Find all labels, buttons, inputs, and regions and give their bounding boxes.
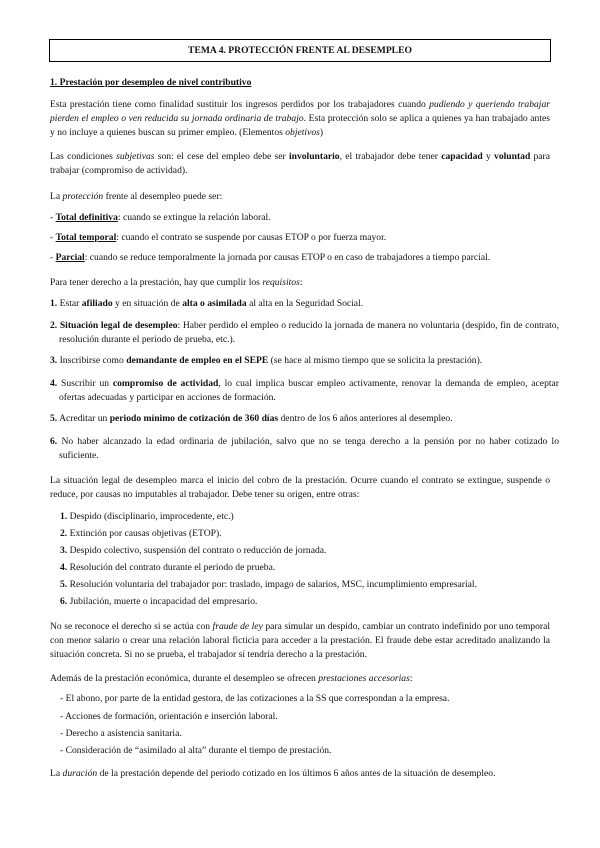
origin-item: 3. Despido colectivo, suspensión del contrato o reducción de jornada. xyxy=(60,545,327,556)
accessory-item: - Acciones de formación, orientación e inserción laboral. xyxy=(60,711,278,722)
accessory-item: - El abono, por parte de la entidad gestora, de las cotizaciones a la SS que correspondan a la empresa. xyxy=(60,693,450,704)
requirement-item: 4. Suscribir un compromiso de actividad, lo cual implica buscar empleo activamente, renovar la demanda de empleo, aceptar ofertas adecuadas y participar en acciones de formación. xyxy=(50,378,559,403)
paragraph-conditions: Las condiciones subjetivas son: el cese del empleo debe ser involuntario, el trabajador debe tener capacidad y voluntad para trabajar (compromiso de actividad). xyxy=(50,151,551,176)
page-title: TEMA 4. PROTECCIÓN FRENTE AL DESEMPLEO xyxy=(49,39,551,62)
accessory-item: - Derecho a asistencia sanitaria. xyxy=(60,728,182,739)
origin-item: 4. Resolución del contrato durante el periodo de prueba. xyxy=(60,562,276,573)
list-item: - Total definitiva: cuando se extingue la relación laboral. xyxy=(50,212,271,223)
paragraph-duration: La duración de la prestación depende del periodo cotizado en los últimos 6 años antes de la situación de desempleo. xyxy=(50,768,496,779)
origin-item: 5. Resolución voluntaria del trabajador por: traslado, impago de salarios, MSC, incumplimiento empresarial. xyxy=(60,579,477,590)
origin-item: 1. Despido (disciplinario, improcedente, etc.) xyxy=(60,511,234,522)
section-heading: 1. Prestación por desempleo de nivel contributivo xyxy=(50,77,252,88)
requirement-item: 3. Inscribirse como demandante de empleo en el SEPE (se hace al mismo tiempo que se solicita la prestación). xyxy=(50,355,483,366)
requirement-item: 5. Acreditar un periodo mínimo de cotización de 360 días dentro de los 6 años anteriores al desempleo. xyxy=(50,413,453,424)
paragraph-accessory-intro: Además de la prestación económica, durante el desempleo se ofrecen prestaciones accesorias: xyxy=(50,673,413,684)
list-item: - Total temporal: cuando el contrato se suspende por causas ETOP o por fuerza mayor. xyxy=(50,232,387,243)
paragraph-protection-intro: La protección frente al desempleo puede ser: xyxy=(50,191,223,202)
paragraph-requirements-intro: Para tener derecho a la prestación, hay que cumplir los requisitos: xyxy=(50,277,303,288)
requirement-item: 2. Situación legal de desempleo: Haber perdido el empleo o reducido la jornada de manera no voluntaria (despido, fin de contrato, resolución durante el periodo de prueba, etc.). xyxy=(50,320,559,345)
requirement-item: 6. No haber alcanzado la edad ordinaria de jubilación, salvo que no se tenga derecho a la pensión por no haber cotizado lo suficiente. xyxy=(50,436,559,461)
paragraph-fraud: No se reconoce el derecho si se actúa con fraude de ley para simular un despido, cambiar un contrato indefinido por uno temporal con menor salario o crear una relación laboral ficticia para acceder a la prestación. El fraude debe estar acreditado analizando la situación concreta. Si no se prueba, el trabajador sí tendría derecho a la prestación. xyxy=(50,621,551,660)
paragraph-purpose: Esta prestación tiene como finalidad sustituir los ingresos perdidos por los trabajadores cuando pudiendo y queriendo trabajar pierden el empleo o ven reducida su jornada ordinaria de trabajo. Esta protección solo se aplica a quienes ya han trabajado antes y no incluye a quienes buscan su primer empleo. (Elementos objetivos) xyxy=(50,99,550,138)
origin-item: 6. Jubilación, muerte o incapacidad del empresario. xyxy=(60,596,258,607)
accessory-item: - Consideración de “asimilado al alta” durante el tiempo de prestación. xyxy=(60,745,332,756)
requirement-item: 1. Estar afiliado y en situación de alta o asimilada al alta en la Seguridad Social. xyxy=(50,298,364,309)
list-item: - Parcial: cuando se reduce temporalmente la jornada por causas ETOP o en caso de trabajadores a tiempo parcial. xyxy=(50,252,491,263)
paragraph-legal-situation: La situación legal de desempleo marca el inicio del cobro de la prestación. Ocurre cuando el contrato se extingue, suspende o reduce, por causas no imputables al trabajador. Debe tener su origen, entre otras: xyxy=(50,475,550,500)
origin-item: 2. Extinción por causas objetivas (ETOP). xyxy=(60,528,222,539)
